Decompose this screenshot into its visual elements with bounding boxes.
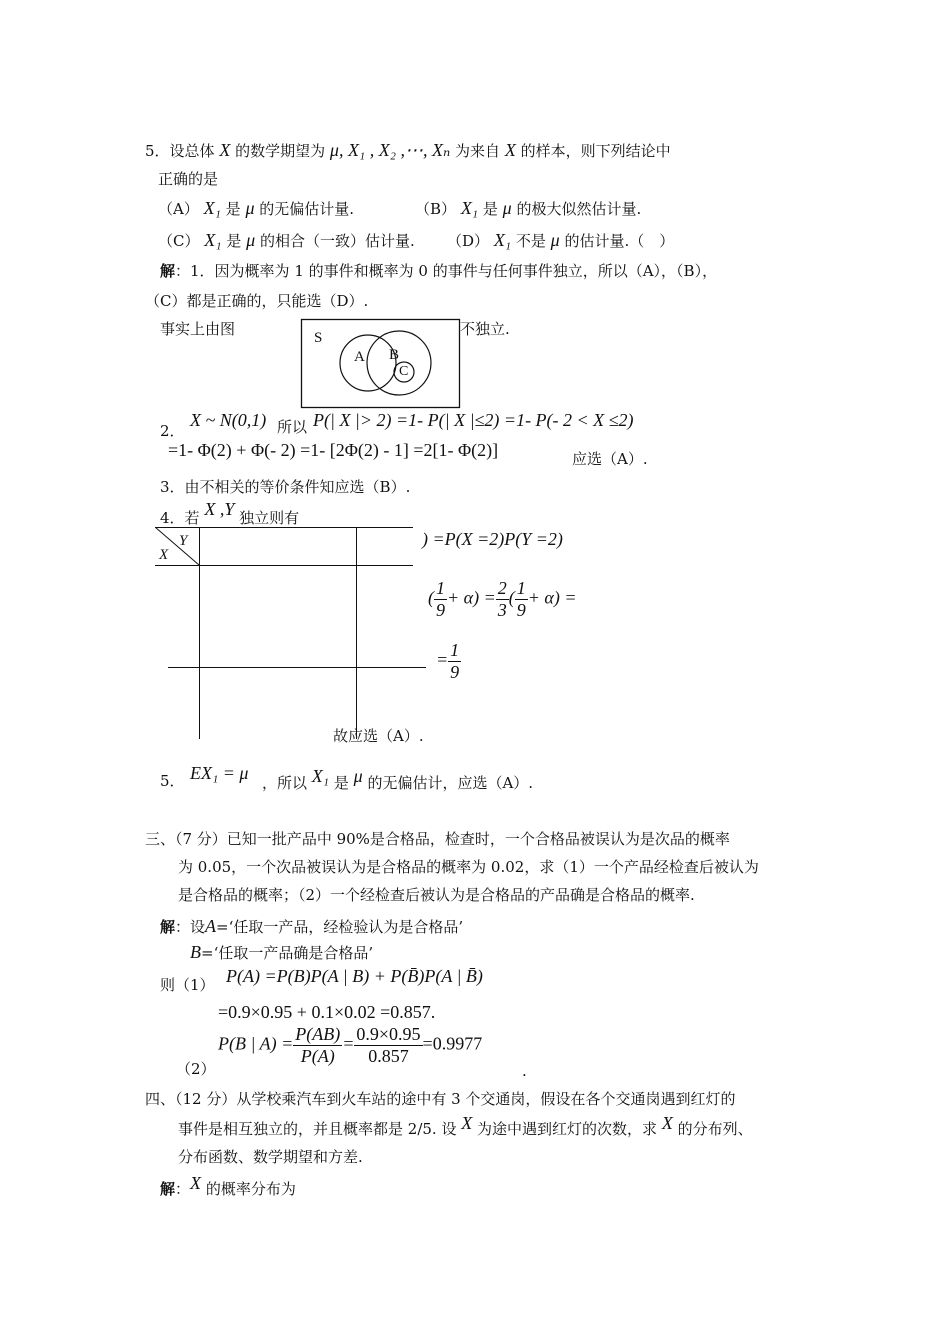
math-X1: X₁ xyxy=(311,766,330,786)
text: 的无偏估计量. xyxy=(259,200,355,218)
equals: = xyxy=(342,1033,355,1054)
sol4-eq3 xyxy=(436,640,461,682)
q5-option-d xyxy=(447,230,674,252)
text: （C） xyxy=(158,232,200,250)
sol2-eq2: =1- Φ(2) + Φ(- 2) =1- [2Φ(2) - 1] =2[1- Φ(2)] xyxy=(168,440,499,460)
sol1-line2: （C）都是正确的，只能选（D）. xyxy=(145,292,369,310)
numerator: 1 xyxy=(450,640,460,660)
sol5-line xyxy=(262,766,534,794)
q3-sol-def-a xyxy=(160,916,463,938)
sol1-line3a: 事实上由图 xyxy=(160,320,236,338)
math-X: X xyxy=(661,1113,673,1133)
q3-eq3 xyxy=(218,1024,482,1066)
sol4-eq2 xyxy=(428,578,577,620)
solution-label: 解 xyxy=(160,262,176,280)
text: 不是 xyxy=(515,232,546,250)
denominator: P(A) xyxy=(300,1045,335,1066)
text: 的分布列、 xyxy=(677,1120,753,1138)
q3-line1: 三、（7 分）已知一批产品中 90%是合格品，检查时，一个合格品被误认为是次品的概率 xyxy=(145,830,730,848)
math-X1: X₁ xyxy=(493,230,512,250)
numerator: P(AB) xyxy=(295,1024,341,1044)
sol2-num: 2． xyxy=(160,422,185,440)
math-mu: μ xyxy=(245,198,255,218)
text: （D） xyxy=(447,232,490,250)
q3-lbl2: （2） xyxy=(176,1060,216,1078)
venn-label-a: A xyxy=(354,349,365,365)
math-mu: μ xyxy=(353,766,363,786)
text: 5．设总体 xyxy=(145,142,215,160)
q4-line2 xyxy=(178,1113,753,1140)
q5-option-b xyxy=(415,198,641,220)
sol4-answer: 故应选（A）. xyxy=(333,727,424,745)
denominator: 9 xyxy=(516,599,526,620)
text: + α) = xyxy=(447,587,496,608)
text: 是 xyxy=(226,232,242,250)
q4-sol xyxy=(160,1173,296,1200)
numerator: 0.9×0.95 xyxy=(356,1024,421,1044)
denominator: 0.857 xyxy=(368,1045,409,1066)
text: + α) = xyxy=(527,587,577,608)
math-XY: X ,Y xyxy=(204,499,235,519)
q4-line3: 分布函数、数学期望和方差. xyxy=(178,1148,363,1166)
text: 4．若 xyxy=(160,509,200,527)
math-X1: X₁ xyxy=(460,198,479,218)
numerator: 2 xyxy=(497,578,507,598)
math-X: X xyxy=(219,140,231,160)
q5-line2: 正确的是 xyxy=(158,170,219,188)
venn-circle-a xyxy=(340,335,396,391)
fraction xyxy=(293,1024,342,1066)
text: ：1．因为概率为 1 的事件和概率为 0 的事件与任何事件独立，所以（A），（B）， xyxy=(175,262,718,280)
text: 是 xyxy=(225,200,241,218)
q3-sol-def-b xyxy=(190,942,373,964)
venn-universe-box xyxy=(302,320,460,408)
text: 事件是相互独立的，并且概率都是 2/5. 设 xyxy=(178,1120,457,1138)
numerator: 1 xyxy=(516,578,526,598)
text: 的无偏估计，应选（A）. xyxy=(367,774,534,792)
sol4-eq1: ) =P(X =2)P(Y =2) xyxy=(422,529,563,549)
text: 为途中遇到红灯的次数，求 xyxy=(477,1120,658,1138)
sol2-so: 所以 xyxy=(277,418,308,436)
q3-line3: 是合格品的概率；（2）一个经检查后被认为是合格品的产品确是合格品的概率. xyxy=(178,886,695,904)
text: 的概率分布为 xyxy=(205,1180,296,1198)
text: P(B | A) = xyxy=(218,1033,294,1054)
text: 的相合（一致）估计量. xyxy=(259,232,415,250)
sol2-eq1: P(| X |> 2) =1- P(| X |≤2) =1- P(- 2 < X ≤2) xyxy=(313,410,634,430)
text: =0.9977 xyxy=(422,1033,483,1054)
paren: ( xyxy=(428,587,434,608)
text: 的极大似然估计量. xyxy=(516,200,642,218)
fraction xyxy=(434,578,447,620)
math-X: X xyxy=(504,140,516,160)
math-X1: X₁ xyxy=(203,198,221,218)
text: 为来自 xyxy=(455,142,501,160)
text: =‘任取一产品，经检验认为是合格品’ xyxy=(216,918,464,936)
denominator: 9 xyxy=(436,599,445,620)
table-header-y: Y xyxy=(179,533,188,549)
text: 独立则有 xyxy=(239,509,300,527)
sol5-eq: EX₁ = μ xyxy=(190,763,249,783)
text: 是 xyxy=(333,774,349,792)
q5-option-c xyxy=(158,230,415,252)
table-header-x: X xyxy=(159,547,169,563)
numerator: 1 xyxy=(436,578,445,598)
fraction xyxy=(448,640,461,682)
text: ，所以 xyxy=(262,774,308,792)
sol5-num: 5． xyxy=(160,772,185,790)
fraction xyxy=(496,578,509,620)
text: = xyxy=(436,649,449,670)
math-A: A xyxy=(205,916,217,936)
sol2-dist: X ~ N(0,1) xyxy=(190,410,267,430)
math-mu: μ xyxy=(502,198,512,218)
text: ： xyxy=(175,1180,191,1198)
solution-label: 解 xyxy=(160,918,176,936)
math-mu: μ xyxy=(550,230,560,250)
math-X: X xyxy=(190,1173,202,1193)
q3-line2: 为 0.05，一个次品被误认为是合格品的概率为 0.02，求（1）一个产品经检查后被认为 xyxy=(178,858,759,876)
text: 是 xyxy=(482,200,498,218)
text: （A） xyxy=(158,200,199,218)
q3-dot: . xyxy=(522,1062,527,1080)
fraction xyxy=(354,1024,422,1066)
sol2-answer: 应选（A）. xyxy=(572,450,648,468)
q4-line1: 四、（12 分）从学校乘汽车到火车站的途中有 3 个交通岗，假设在各个交通岗遇到红灯的 xyxy=(145,1090,736,1108)
venn-label-b: B xyxy=(389,347,400,363)
text: 的估计量.（ ） xyxy=(564,232,675,250)
table-row-line xyxy=(168,667,426,668)
q3-then1: 则（1） xyxy=(160,976,215,994)
solution-label: 解 xyxy=(160,1180,176,1198)
venn-label-s: S xyxy=(314,330,323,346)
text: 的数学期望为 xyxy=(235,142,326,160)
fraction xyxy=(515,578,528,620)
q5-option-a xyxy=(158,198,354,220)
sol4-line xyxy=(160,499,300,529)
math-X1: X₁ xyxy=(204,230,222,250)
text: ：设 xyxy=(175,918,206,936)
math-mu: μ xyxy=(246,230,256,250)
q3-eq2: =0.9×0.95 + 0.1×0.02 =0.857. xyxy=(218,1002,436,1022)
sol3-text: 3．由不相关的等价条件知应选（B）. xyxy=(160,478,411,496)
denominator: 3 xyxy=(497,599,507,620)
text: （B） xyxy=(415,200,457,218)
sol1-line3b: 不独立. xyxy=(460,320,510,338)
venn-label-c: C xyxy=(399,364,409,379)
math-X: X xyxy=(461,1113,473,1133)
venn-diagram xyxy=(300,318,462,410)
denominator: 9 xyxy=(450,661,460,682)
table-col-line-2 xyxy=(356,527,357,739)
text: =‘任取一产品确是合格品’ xyxy=(201,944,374,962)
text: 的样本，则下列结论中 xyxy=(520,142,671,160)
sol1-line1 xyxy=(160,262,717,280)
paren: ( xyxy=(508,587,515,608)
math-sample-list: μ, X₁ , X₂ ,⋯, Xₙ xyxy=(329,140,451,160)
q5-line1 xyxy=(145,140,671,162)
q3-eq1: P(A) =P(B)P(A | B) + P(B̄)P(A | B̄) xyxy=(226,966,483,986)
math-B: B xyxy=(190,942,201,962)
